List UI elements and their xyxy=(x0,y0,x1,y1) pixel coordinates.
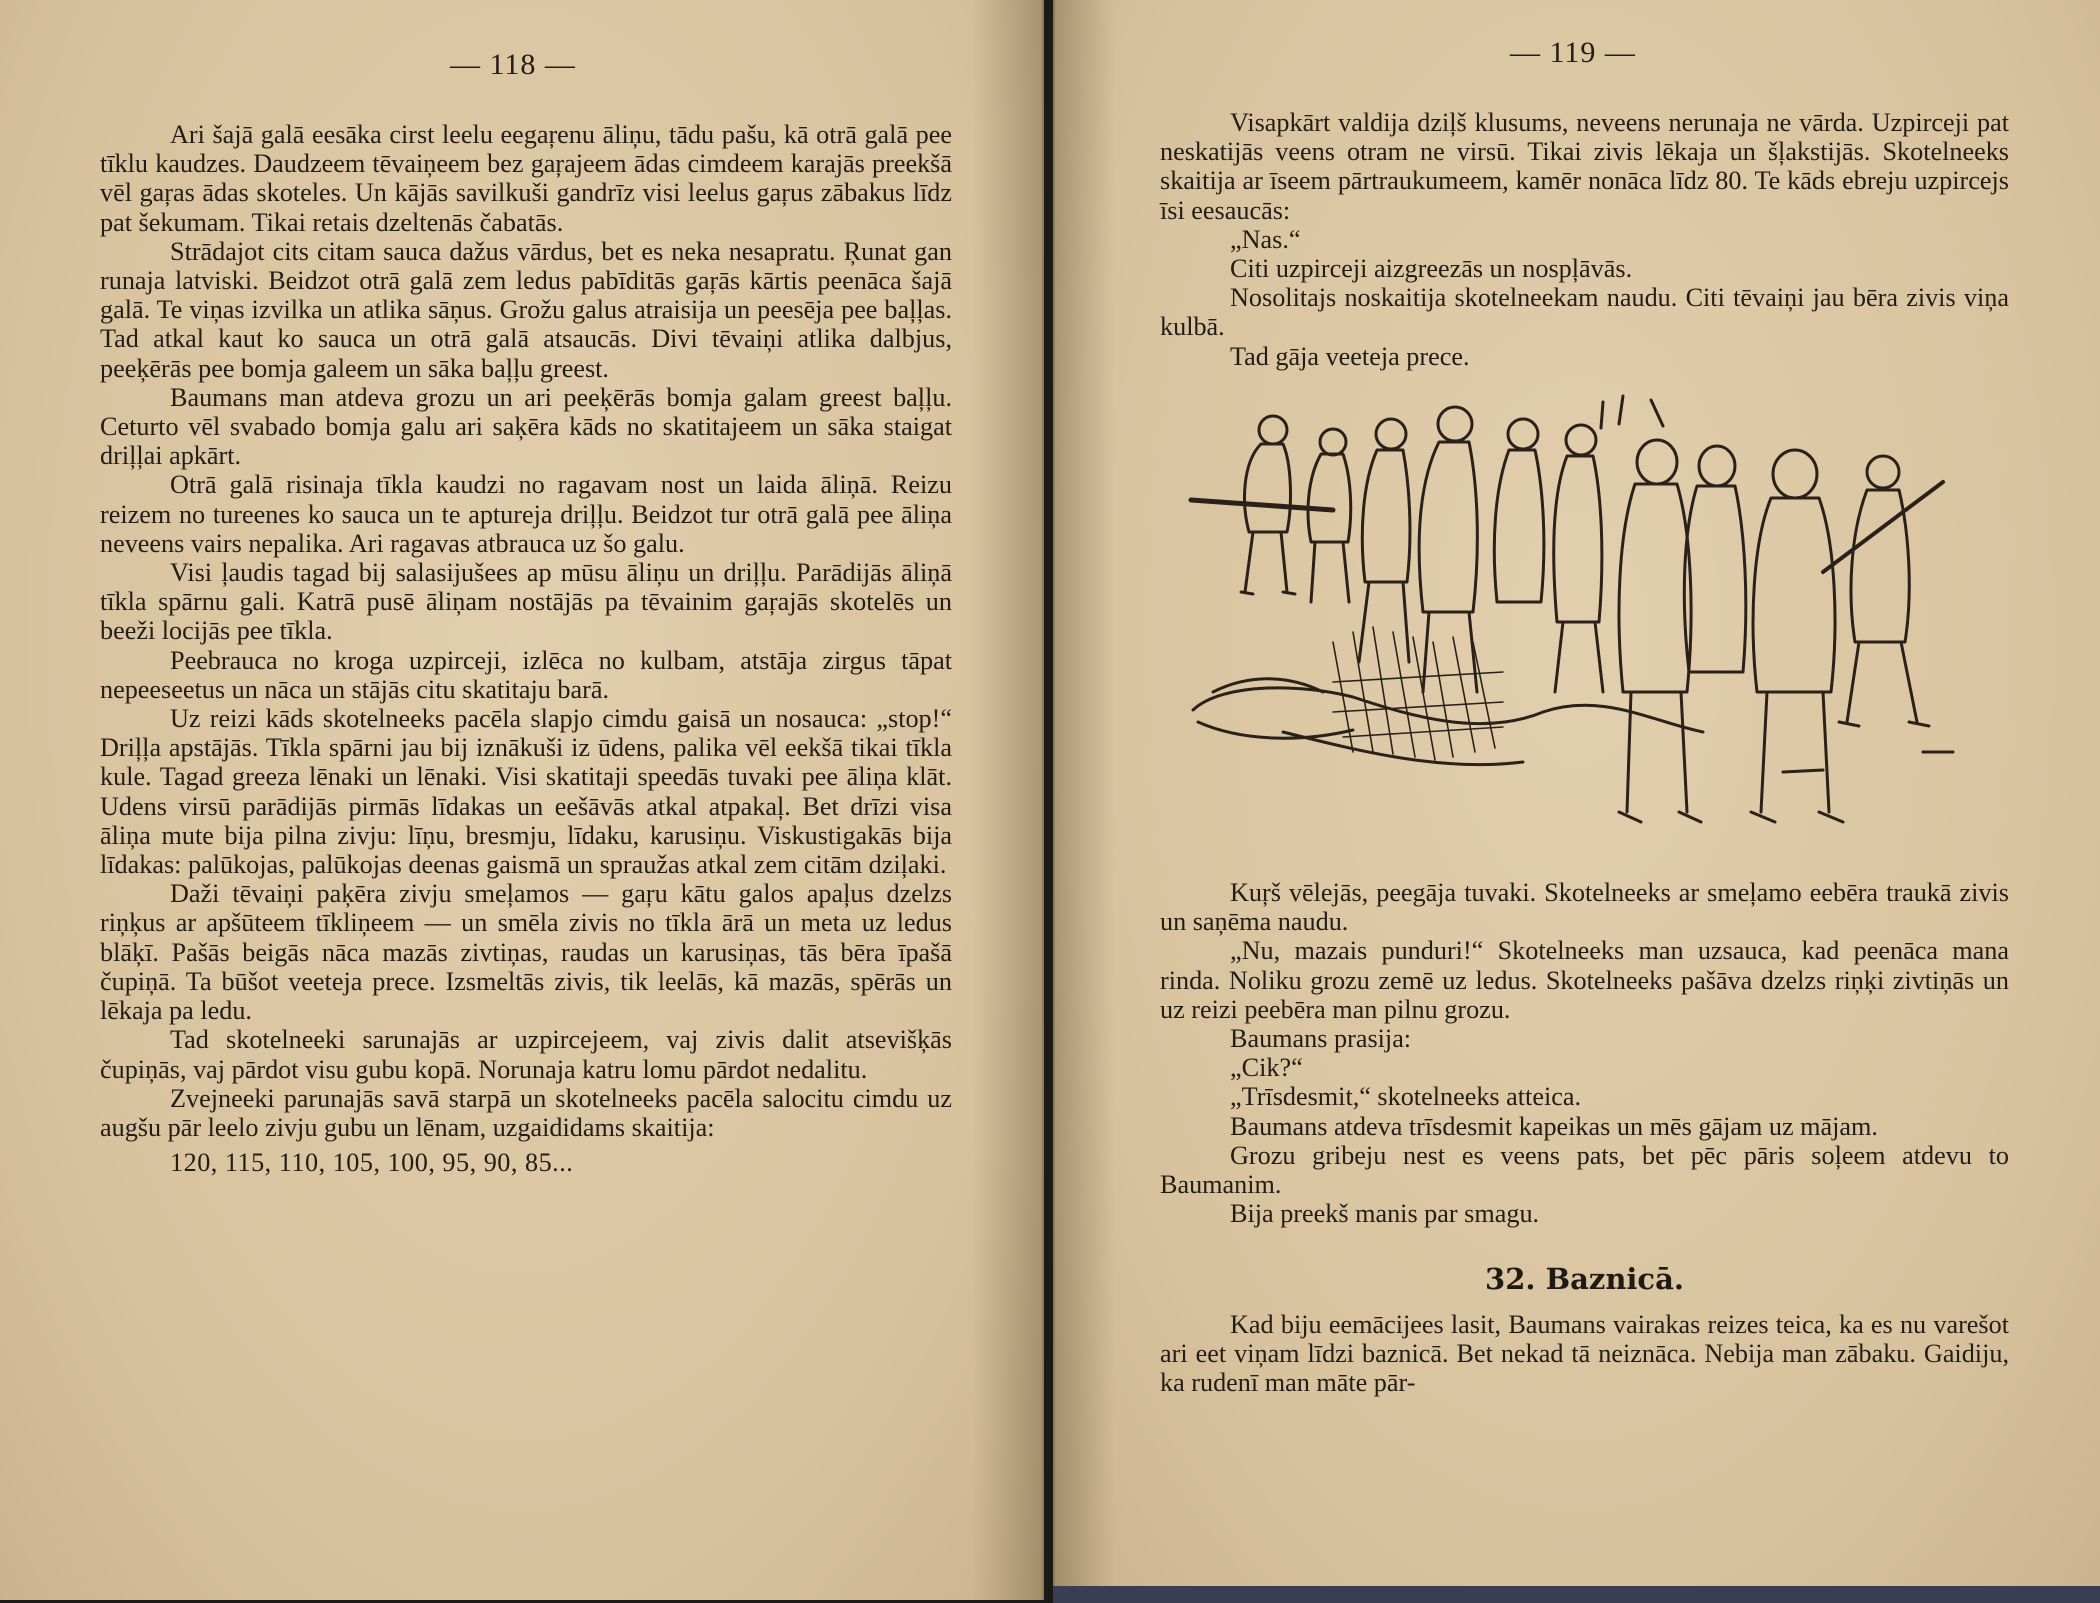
paragraph: Uz reizi kāds skotelneeks pacēla slapjo cimdu gaisā un nosauca: „stop!“ Driļļa apstājās. Tīkla spārni jau bij iznākuši iz ūdens, palika vēl eekšā tikai tīkla kule. Tagad greeza lēnaki un lēnaki. Visi skatitaji speedās tuvaki pee āliņa klāt. Udens virsū parādijās pirmās līdakas un eešāvās atkal atpakaļ. Bet drīzi visa āliņa mute bija pilna zivju: līņu, bresmju, līdaku, karusiņu. Viskustigakās bija līdakas: palūkojas, palūkojas deenas gaismā un spraužas atkal zem citām dziļaki. xyxy=(100,704,952,880)
paragraph: „Trīsdesmit,“ skotelneeks atteica. xyxy=(1230,1082,1582,1112)
chapter-heading: 32. Baznicā. xyxy=(1485,1262,1684,1296)
page-edge xyxy=(1053,1586,2100,1603)
counting-numbers: 120, 115, 110, 105, 100, 95, 90, 85... xyxy=(170,1148,574,1178)
paragraph: Baumans atdeva trīsdesmit kapeikas un mēs gājam uz mājam. xyxy=(1230,1111,1878,1141)
fishermen-illustration xyxy=(1183,392,2003,868)
paragraph: Baumans man atdeva grozu un ari peeķērās bomja galam greest baļļu. Ceturto vēl svabado bomja galu ari saķēra kāds no skatitajeem un sāka staigat driļļai apkārt. xyxy=(100,382,952,471)
paragraph: Kad biju eemācijees lasit, Baumans vairakas reizes teica, ka es nu varešot ari eet viņam līdzi baznicā. Bet nekad tā neiznāca. Nebija man zābaku. Gaidiju, ka rudenī man māte pār- xyxy=(1160,1310,2009,1398)
right-page-text-top xyxy=(1160,108,2009,371)
paragraph: Zvejneeki parunajās savā starpā un skotelneeks pacēla salocitu cimdu uz augšu pār leelo zivju gubu un lēnam, uzgaididams skaitija: xyxy=(100,1083,952,1142)
right-page-text-bottom xyxy=(1160,1310,2009,1398)
paragraph: Nosolitajs noskaitija skotelneekam naudu. Citi tēvaiņi jau bēra zivis viņa kulbā. xyxy=(1160,283,2009,342)
paragraph: Peebrauca no kroga uzpirceji, izlēca no kulbam, atstāja zirgus tāpat nepeeseetus un nāca un stājās citu skatitaju barā. xyxy=(100,645,952,704)
left-page xyxy=(0,0,1044,1600)
paragraph: Strādajot cits citam sauca dažus vārdus, bet es neka nesapratu. Ŗunat gan runaja latviski. Beidzot otrā galā zem ledus pabīditās gaŗās kārtis peenāca šajā galā. Te viņas izvilka un atlika sāņus. Grožu galus atraisija un peesēja pee baļļas. Tad atkal kaut ko sauca un otrā galā atsaucās. Divi tēvaiņi atlika dalbjus, peeķērās pee bomja galeem un sāka baļļu greest. xyxy=(100,236,952,383)
paragraph: Ari šajā galā eesāka cirst leelu eegaŗenu āliņu, tādu pašu, kā otrā galā pee tīklu kaudzes. Daudzeem tēvaiņeem bez gaŗajeem ādas cimdeem karajās preekšā vēl gaŗas ādas skoteles. Un kājās savilkuši gandrīz visi leelus gaŗus zābakus līdz pat šekumam. Tikai retais dzeltenās čabatās. xyxy=(100,120,952,237)
paragraph: Tad skotelneeki sarunajās ar uzpircejeem, vaj zivis dalit atsevišķās čupiņās, vaj pārdot visu gubu kopā. Norunaja katru lomu pārdot nedalitu. xyxy=(100,1025,952,1084)
page-number: — 119 — xyxy=(1510,36,1636,69)
paragraph: Bija preekš manis par smagu. xyxy=(1230,1199,1540,1229)
paragraph: Citi uzpirceji aizgreezās un nospļāvās. xyxy=(1230,254,1633,284)
paragraph: Visapkārt valdija dziļš klusums, neveens nerunaja ne vārda. Uzpirceji pat neskatijās veens otram ne virsū. Tikai zivis lēkaja un šļakstijās. Skotelneeks skaitija ar īseem pārtraukumeem, kamēr nonāca līdz 80. Te kāds ebreju uzpircejs īsi eesaucās: xyxy=(1160,108,2009,225)
paragraph: Kuŗš vēlejās, peegāja tuvaki. Skotelneeks ar smeļamo eebēra traukā zivis un saņēma naudu. xyxy=(1160,878,2009,937)
paragraph: Visi ļaudis tagad bij salasijušees ap mūsu āliņu un driļļu. Parādijās āliņā tīkla spārnu gali. Katrā pusē āliņam nostājās pa tēvainim gaŗajās skotelēs un beeži locijās pee tīkla. xyxy=(100,558,952,646)
left-page-text xyxy=(100,120,952,1177)
gutter-shadow xyxy=(972,0,1042,1600)
paragraph: Baumans prasija: xyxy=(1230,1024,1412,1054)
paragraph: „Cik?“ xyxy=(1230,1053,1303,1083)
paragraph: „Nu, mazais punduri!“ Skotelneeks man uzsauca, kad peenāca mana rinda. Noliku grozu zemē uz ledus. Skotelneeks pašāva dzelzs riņķi zivtiņās un uz reizi peebēra man pilnu grozu. xyxy=(1160,936,2009,1024)
paragraph: „Nas.“ xyxy=(1230,224,1301,254)
right-page-text-middle xyxy=(1160,878,2009,1228)
gutter-shadow xyxy=(1055,0,1115,1600)
paragraph: Grozu gribeju nest es veens pats, bet pēc pāris soļeem atdevu to Baumanim. xyxy=(1160,1140,2009,1200)
page-number: — 118 — xyxy=(450,48,576,81)
paragraph: Otrā galā risinaja tīkla kaudzi no ragavam nost un laida āliņā. Reizu reizem no tureenes ko sauca un te aptureja driļļu. Beidzot tur otrā galā pee āliņa neveens vairs nepalika. Ari ragavas atbrauca uz šo galu. xyxy=(100,470,952,558)
paragraph: Tad gāja veeteja prece. xyxy=(1230,341,1470,371)
paragraph: Daži tēvaiņi paķēra zivju smeļamos — gaŗu kātu galos apaļus dzelzs riņķus ar apšūteem tīkliņeem — un smēla zivis no tīkla ārā un meta uz ledus blāķī. Pašās beigās nāca mazās zivtiņas, raudas un karusiņas, tās bēra īpašā čupiņā. Ta būšot veeteja prece. Izsmeltās zivis, tik leelās, kā mazās, spērās un lēkaja pa ledu. xyxy=(100,879,952,1026)
right-page xyxy=(1053,0,2100,1600)
